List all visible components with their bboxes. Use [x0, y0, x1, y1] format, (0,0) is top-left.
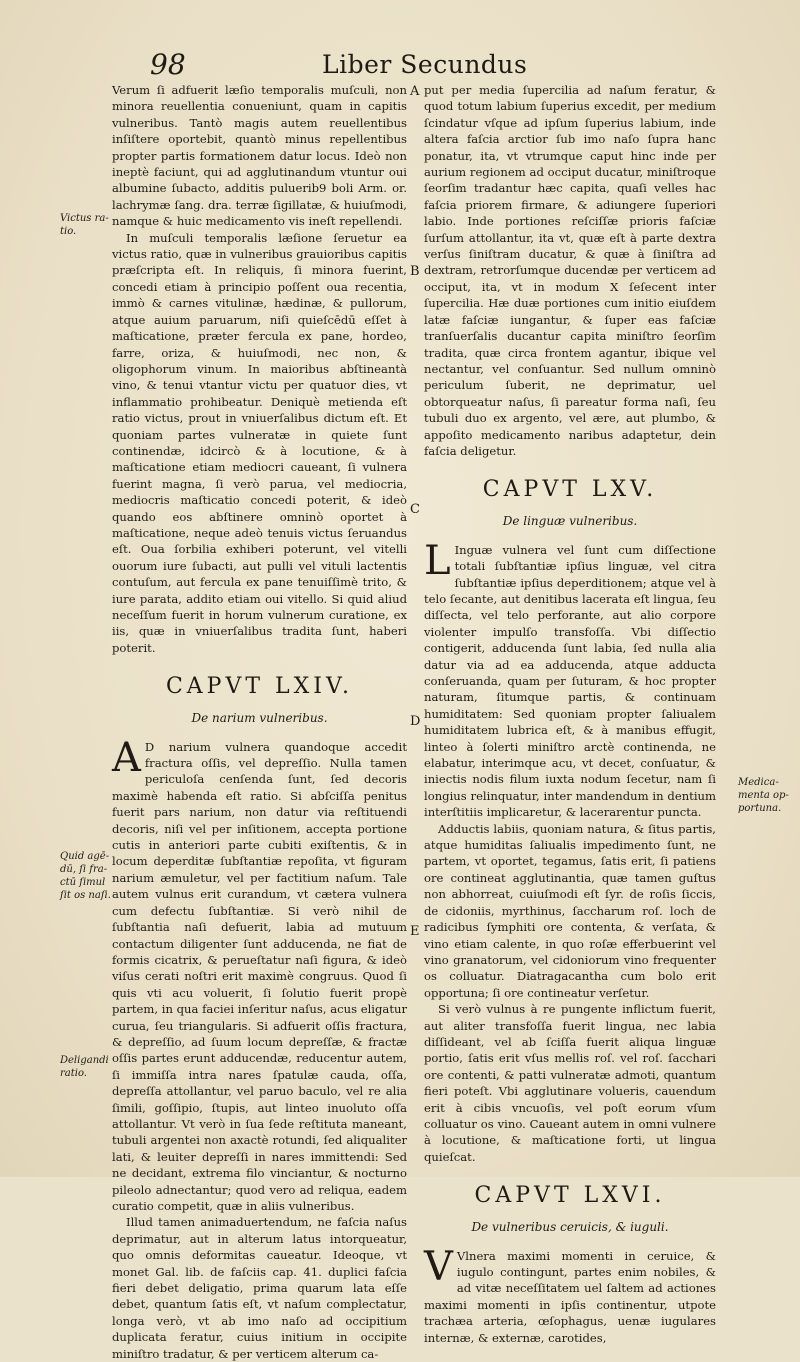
chapter-heading: CAPVT LXIV. [165, 674, 354, 700]
paragraph: Verum ſi adfuerit læſio temporalis muſculi, non minora reuellentia conueniunt, quam in capitis vulneribus. Tantò magis autem reuellentibus inſiſtere oportebit, quantò minus repellentibus propter partis formationem datur locus. Ideò non ineptè faciunt, qui ad agglutinandum vtuntur oui albumine ſubacto, additis puluerib9 boli Arm. or. lachrymæ ſang. dra. terræ ſigillatæ, & huiuſmodi, namque & huic medicamento vis ineſt repellendi. [112, 83, 407, 229]
marginal-note-quid-agendum: Quid agē- dū, ſi fra- ctū ſimul ſit os naſi. [60, 851, 111, 901]
left-column [112, 82, 407, 1362]
right-column [424, 82, 716, 1346]
chapter-subtitle: De linguæ vulneribus. [502, 514, 638, 529]
running-head: Liber Secundus [322, 50, 528, 79]
paragraph: Illud tamen animaduertendum, ne faſcia naſus deprimatur, aut in alterum latus intorqueatur, quo omnis deformitas caueatur. Ideoque, vt monet Gal. lib. de faſciis cap. 41. duplici faſcia fieri debet deligatio, prima quarum lata eſſe debet, quantum ſatis eſt, vt naſum complectatur, longa verò, vt ab imo naſo ad occipitium duplicata feratur, cuius initium in occipite miniſtro tradatur, & per verticem alterum ca- [112, 1215, 407, 1361]
drop-cap: A [112, 734, 141, 781]
paragraph: In muſculi temporalis læſione ſeruetur ea victus ratio, quæ in vulneribus grauioribus capitis præſcripta eſt. In reliquis, ſi minora fuerint, concedi etiam à principio poſſent oua recentia, immò & carnes vitulinæ, hædinæ, & pullorum, atque auium paruarum, niſi quieſcēdū eſſet à maſticatione, præter fercula ex pane, hordeo, farre, oriza, & huiuſmodi, nec non, & oligophorum vinum. In maioribus abſtineantà vino, & tenui vtantur victu per quatuor dies, vt inflammatio prohibeatur. Deniquè metienda eſt ratio victus, prout in vniuerſalibus dictum eſt. Et quoniam partes vulneratæ in quiete ſunt continendæ, idcircò & à locutione, & à maſticatione etiam mediocri caueant, ſi vulnera fuerint magna, ſi verò parua, vel mediocria, mediocris maſticatio concedi poterit, & ideò quando eos abſtinere omninò oportet à maſticatione, neque adeò tenuis victus ſeruandus eſt. Oua ſorbilia exhiberi poterunt, vel vitelli ouorum iure ſubacti, aut pulli vel vituli lactentis contuſum, aut fercula ex pane tenuiſſimè trito, & iure parata, addito etiam oui vitello. Si quid aliud neceſſum fuerit in horum vulnerum curatione, ex iis, quæ in vniuerſalibus tradita ſunt, haberi poterit. [112, 230, 407, 655]
paragraph: Adductis labiis, quoniam natura, & ſitus partis, atque humiditas ſaliualis impedimento ſunt, ne partem, vt oportet, tegamus, ſatis erit, ſi patiens ore contineat agglutinantia, quæ tamen guſtus non abhorreat, cuiuſmodi eſt ſyr. de roſis ſiccis, de cidoniis, myrthinus, ſaccharum roſ. loch de radicibus ſymphiti ore contenta, & verſata, & vino etiam calente, in quo roſæ efferbuerint vel vino granatorum, vel cidoniorum vino frequenter os colluatur. Diatragacantha cum bolo erit opportuna; ſi ore contineatur verſetur. [424, 821, 716, 1000]
marginal-note-victus: Victus ra- tio. [60, 213, 109, 237]
marginal-note-deligandi: Deligandi ratio. [60, 1055, 109, 1079]
page-number: 98 [150, 48, 186, 81]
section-letter-e: E [410, 924, 420, 939]
chapter-heading: CAPVT LXV. [482, 477, 658, 503]
marginal-note-medicamenta: Medica- menta op- portuna. [738, 777, 789, 814]
chapter-subtitle: De narium vulneribus. [191, 711, 328, 726]
section-letter-b: B [410, 264, 420, 279]
section-letter-c: C [410, 502, 420, 517]
chapter-subtitle: De vulneribus ceruicis, & iuguli. [471, 1220, 669, 1235]
paragraph: Si verò vulnus à re pungente inflictum fuerit, aut aliter transfoſſa fuerit lingua, nec labia diſſideant, vel ab ſciſſa fuerit aliqua linguæ portio, ſatis erit vſus mellis roſ. vel roſ. ſacchari ore contenti, & patti vulneratæ admoti, quantum fieri poteſt. Vbi agglutinare volueris, cauendum erit à cibis vncuoſis, vel poſt eorum vſum colluatur os vino. Caueant autem in omni vulnere à locutione, & maſticatione forti, ut lingua quieſcat. [424, 1002, 716, 1164]
paragraph: Vlnera maximi momenti in ceruice, & iugulo contingunt, partes enim nobiles, & ad vitæ neceſſitatem uel ſaltem ad actiones maximi momenti in ipſis continentur, utpote trachæa arteria, œſophagus, uenæ iugulares internæ, & externæ, carotides, [424, 1248, 716, 1345]
paragraph: D narium vulnera quandoque accedit fractura oſſis, vel depreſſio. Nulla tamen periculoſa cenſenda ſunt, ſed decoris maximè habenda eſt ratio. Si abſciſſa penitus fuerit pars narium, non datur via reſtituendi decoris, niſi vel per inſitionem, accepta portione cutis in anteriori parte cubiti exiſtentis, & in locum deperditæ ſubſtantiæ repoſita, vt figuram narium æmuletur, vel per factitium naſum. Tale autem vulnus erit curandum, vt cætera vulnera cum defectu ſubſtantiæ. Si verò nihil de ſubſtantia naſi defuerit, labia ad mutuum contactum diligenter ſunt adducenda, ne fiat de formis cicatrix, & perueſtatur naſi figura, & ideò viſus cerati noſtri erit maximè congruus. Quod ſi quis vti acu voluerit, ſi ſolutio fuerit propè partem, in qua faciei inſeritur naſus, acus eligatur curua, ſeu triangularis. Si adfuerit oſſis fractura, & depreſſio, ad ſuum locum depreſſæ, & fractæ oſſis partes erunt adducendæ, reducentur autem, ſi immiſſa intra nares ſpatulæ cauda, oſſa, depreſſa attollantur, vel paruo baculo, vel re alia ſimili, goſſipio, ſtupis, aut linteo inuoluto oſſa attollantur. Vt verò in ſua ſede reſtituta maneant, tubuli argentei non axactè rotundi, ſed aliqualiter lati, & leuiter depreſſi in nares immittendi: Sed ne decidant, extrema filo vinciantur, & nocturno pileolo adnectantur; quod vero ad reliqua, eadem curatio competit, quæ in aliis vulneribus. [112, 739, 407, 1213]
drop-cap: V [424, 1243, 453, 1290]
section-letter-d: D [410, 714, 421, 729]
drop-cap: L [424, 537, 451, 584]
chapter-heading: CAPVT LXVI. [474, 1183, 666, 1209]
paragraph: Inguæ vulnera vel ſunt cum diſſectione totali ſubſtantiæ ipſius linguæ, vel citra ſubſtantiæ ipſius deperditionem; atque vel à telo ſecante, aut denitibus lacerata eſt lingua, ſeu diſſecta, vel telo perforante, aut alio corpore violenter impulſo transfoſſa. Vbi diſſectio contigerit, adducenda ſunt labia, ſed nulla alia datur via ad ea adducenda, atque adducta conſeruanda, quam per ſuturam, & hoc propter naturam, ſitumque partis, & continuam humiditatem: Sed quoniam propter ſaliualem humiditatem lubrica eſt, & à manibus effugit, linteo à ſolerti miniſtro arctè continenda, ne elabatur, interimque acu, vt decet, conſuatur, & iniectis nodis filum iuxta nodum ſecetur, nam ſi longius relinquatur, inter mandendum in dentium interſtitiis implicaretur, & lacerarentur puncta. [424, 542, 716, 820]
paragraph: put per media ſupercilia ad naſum feratur, & quod totum labium ſuperius excedit, per medium ſcindatur vſque ad ipſum ſuperius labium, inde altera faſcia arctior ſub imo naſo ſupra hanc ponatur, ita, vt vtrumque caput hinc inde per aurium regionem ad occiput ducatur, miniſtroque ſeorſim tradantur hæc capita, quaſi velles hac faſcia priorem firmare, & adiungere ſuperiori labio. Inde portiones reſciſſæ prioris faſciæ ſurſum attollantur, ita vt, quæ eſt à parte dextra verſus ſiniſtram ducatur, & quæ à ſiniſtra ad dextram, retrorſumque ducendæ per verticem ad occiput, ita, vt in modum X ſeſecent inter ſupercilia. Hæ duæ portiones cum initio eiuſdem latæ faſciæ iungantur, & ſuper eas faſciæ tranſuerſalis ducantur capita miniſtro ſeorſim tradita, quæ circa frontem agantur, ibique vel nectantur, vel conſuantur. Sed nullum omninò periculum ſuberit, ne deprimatur, uel obtorqueatur naſus, ſi pareatur forma naſi, ſeu tubuli duo ex argento, vel ære, aut plumbo, & appoſito medicamento naribus adaptetur, dein faſcia deligetur. [424, 83, 716, 458]
section-letter-a: A [410, 84, 420, 99]
